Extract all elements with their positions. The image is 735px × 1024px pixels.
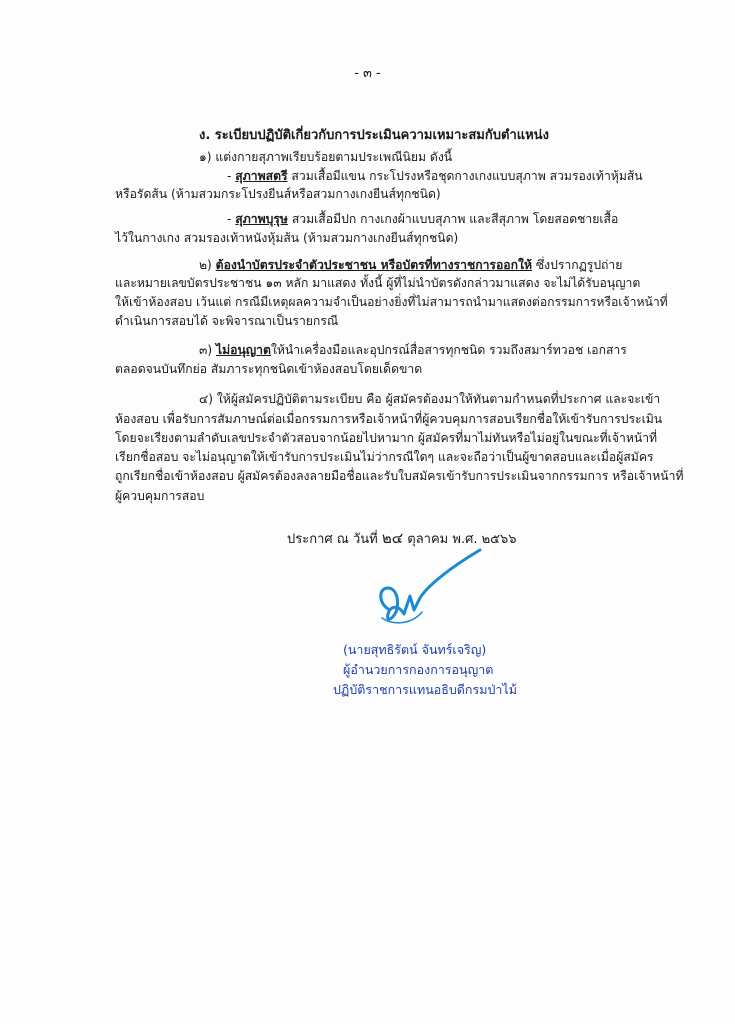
female-label: สุภาพสตรี bbox=[235, 169, 288, 183]
p3-num: ๓) bbox=[199, 343, 213, 357]
p4-line1: ๔) ให้ผู้สมัครปฏิบัติตามระเบียบ คือ ผู้สมัครต้องมาให้ทันตามกำหนดที่ประกาศ และจะเข้า bbox=[199, 392, 661, 406]
p4-line4: เรียกชื่อสอบ จะไม่อนุญาตให้เข้ารับการประเมินไม่ว่ากรณีใดๆ และจะถือว่าเป็นผู้ขาดสอบและเมื่อผู้สมัคร bbox=[115, 450, 654, 464]
p2-num: ๒) bbox=[199, 258, 212, 272]
handwritten-signature bbox=[376, 548, 486, 646]
p3-rest: ให้นำเครื่องมือและอุปกรณ์สื่อสารทุกชนิด รวมถึงสมาร์ทวอช เอกสาร bbox=[270, 343, 627, 357]
p3-label: ไม่อนุญาต bbox=[215, 343, 271, 357]
p4-line5: ถูกเรียกชื่อเข้าห้องสอบ ผู้สมัครต้องลงลายมือชื่อและรับใบสมัครเข้ารับการประเมินจากกรรมการ หรือเจ้าหน้าที่ bbox=[115, 469, 684, 483]
p2-line3: ให้เข้าห้องสอบ เว้นแต่ กรณีมีเหตุผลความจำเป็นอย่างยิ่งที่ไม่สามารถนำมาแสดงต่อกรรมการหรือเจ้าหน้าที่ bbox=[115, 295, 668, 309]
p4-line2: ห้องสอบ เพื่อรับการสัมภาษณ์ต่อเมื่อกรรมการหรือเจ้าหน้าที่ผู้ควบคุมการสอบเรียกชื่อให้เข้ารับการประเมิน bbox=[115, 412, 663, 426]
announce-prefix: ประกาศ ณ วันที่ bbox=[287, 532, 378, 547]
signatory-title-1: ผู้อำนวยการกองการอนุญาต bbox=[343, 662, 494, 677]
p2-label: ต้องนำบัตรประจำตัวประชาชน หรือบัตรที่ทางราชการออกให้ bbox=[215, 258, 532, 272]
p1-male-line1: - สุภาพบุรุษ สวมเสื้อมีปก กางเกงผ้าแบบสุภาพ และสีสุภาพ โดยสอดชายเสื้อ bbox=[227, 212, 619, 226]
p4-line3: โดยจะเรียงตามลำดับเลขประจำตัวสอบจากน้อยไปหามาก ผู้สมัครที่มาไม่ทันหรือไม่อยู่ในขณะที่เจ้าหน้าที่ bbox=[115, 431, 658, 445]
signatory-title-2: ปฏิบัติราชการแทนอธิบดีกรมป่าไม้ bbox=[333, 682, 517, 697]
p2-line4: ดำเนินการสอบได้ จะพิจารณาเป็นรายกรณี bbox=[115, 314, 339, 328]
p2-line1 bbox=[199, 256, 622, 274]
male-text: สวมเสื้อมีปก กางเกงผ้าแบบสุภาพ และสีสุภาพ โดยสอดชายเสื้อ bbox=[291, 212, 619, 226]
page-number: - ๓ - bbox=[354, 66, 381, 81]
p1-male-line2: ไว้ในกางเกง สวมรองเท้าหนังหุ้มส้น (ห้ามสวมกางเกงยีนส์ทุกชนิด) bbox=[115, 231, 459, 245]
p1-intro: ๑) แต่งกายสุภาพเรียบร้อยตามประเพณีนิยม ดังนี้ bbox=[199, 150, 453, 164]
section-heading: ง. ระเบียบปฏิบัติเกี่ยวกับการประเมินความเหมาะสมกับตำแหน่ง bbox=[199, 128, 549, 143]
p3-line2: ตลอดจนบันทึกย่อ สัมภาระทุกชนิดเข้าห้องสอบโดยเด็ดขาด bbox=[115, 362, 423, 376]
announce-month-year: ตุลาคม พ.ศ. ๒๕๖๖ bbox=[407, 532, 517, 547]
p2-rest: ซึ่งปรากฏรูปถ่าย bbox=[531, 258, 623, 272]
p1-female-line2: หรือรัดส้น (ห้ามสวมกระโปรงยีนส์หรือสวมกางเกงยีนส์ทุกชนิด) bbox=[115, 187, 441, 201]
announcement-date bbox=[287, 526, 517, 550]
male-label: สุภาพบุรุษ bbox=[235, 212, 288, 226]
female-text: สวมเสื้อมีแขน กระโปรงหรือชุดกางเกงแบบสุภาพ สวมรองเท้าหุ้มส้น bbox=[291, 169, 643, 183]
p1-female-line1: - สุภาพสตรี สวมเสื้อมีแขน กระโปรงหรือชุดกางเกงแบบสุภาพ สวมรองเท้าหุ้มส้น bbox=[227, 169, 643, 183]
p2-line2: และหมายเลขบัตรประชาชน ๑๓ หลัก มาแสดง ทั้งนี้ ผู้ที่ไม่นำบัตรดังกล่าวมาแสดง จะไม่ได้รับอนุญาต bbox=[115, 276, 641, 290]
p3-line1 bbox=[199, 341, 627, 359]
announce-day: ๒๔ bbox=[381, 529, 404, 547]
p4-line6: ผู้ควบคุมการสอบ bbox=[115, 489, 205, 503]
signatory-name: (นายสุทธิรัตน์ จันทร์เจริญ) bbox=[343, 642, 487, 657]
